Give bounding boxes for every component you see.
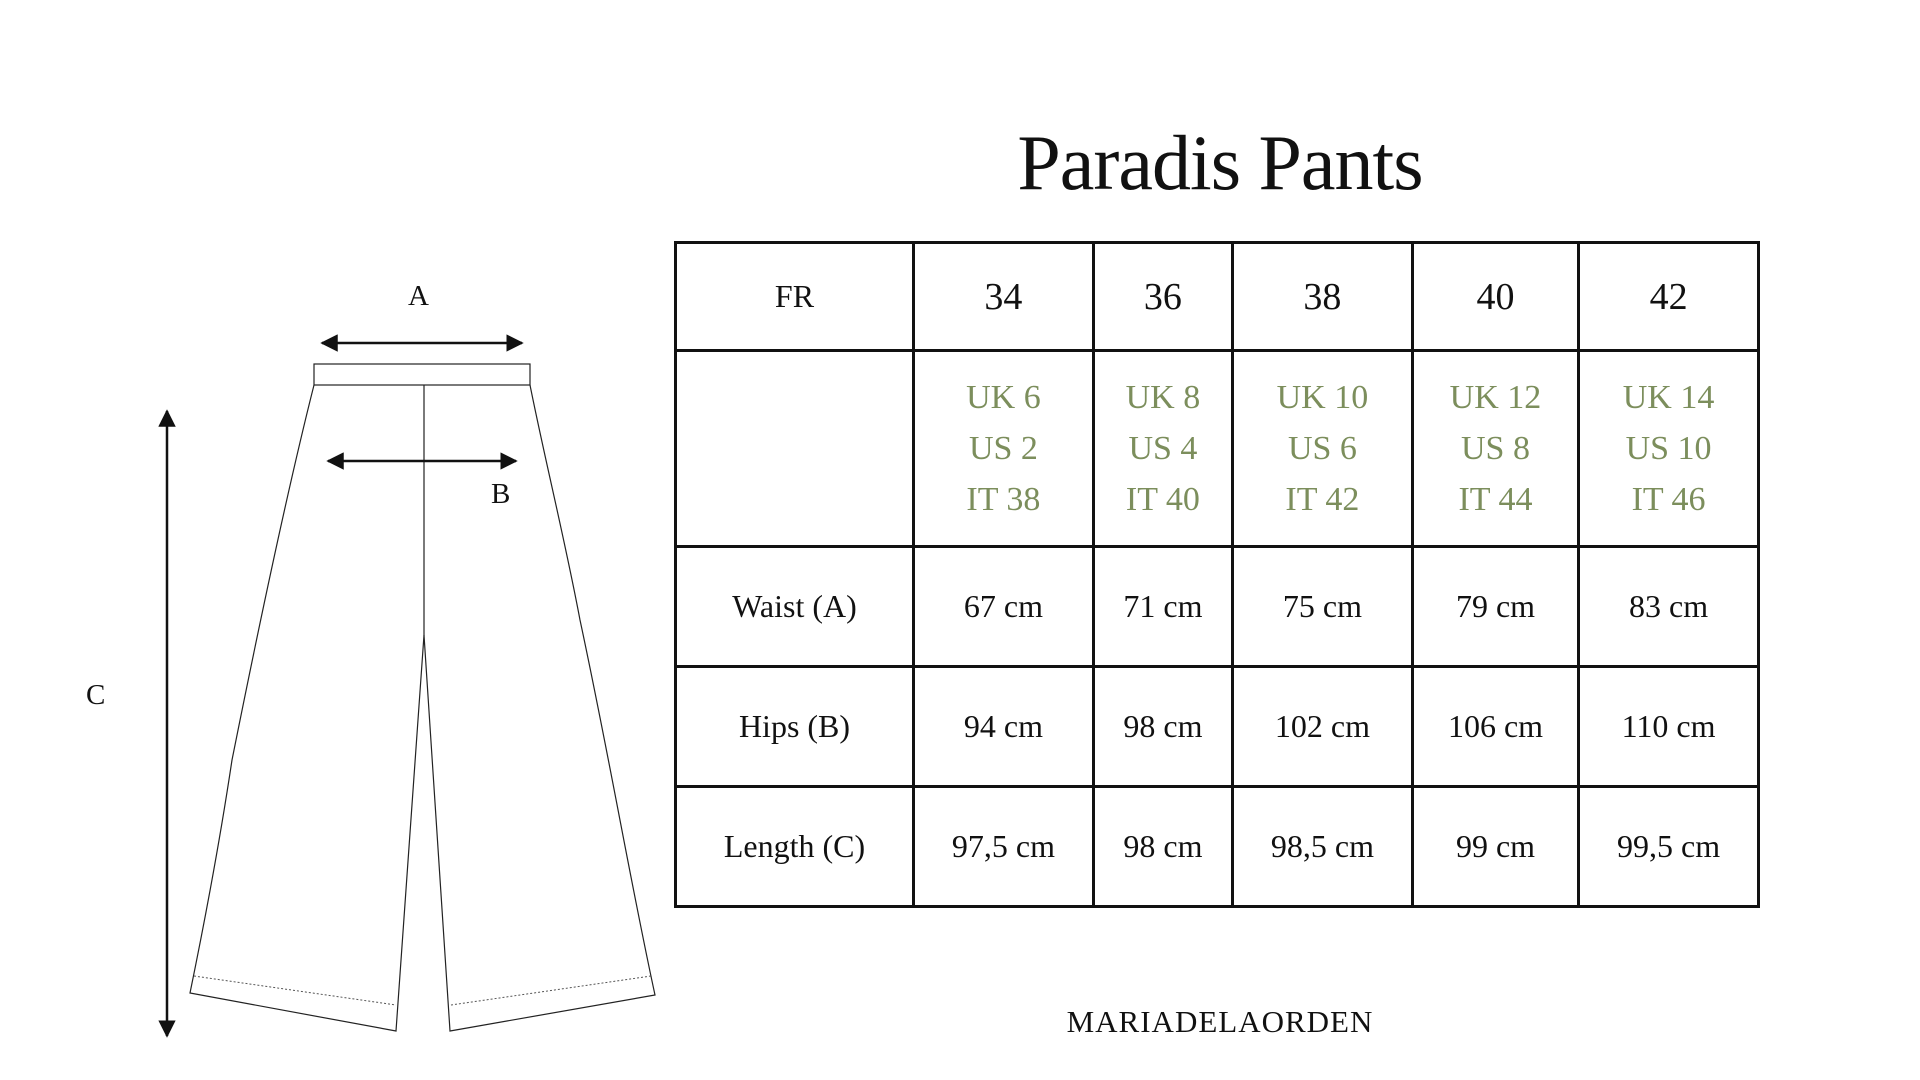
size-chart-table bbox=[674, 241, 1760, 908]
pants-diagram bbox=[0, 0, 700, 1080]
table-cell: 94 cm bbox=[914, 667, 1094, 787]
conversion-us: US 10 bbox=[1625, 430, 1712, 467]
row-label: Waist (A) bbox=[676, 547, 914, 667]
label-b: B bbox=[491, 478, 511, 510]
table-cell: 110 cm bbox=[1579, 667, 1759, 787]
table-cell: 98 cm bbox=[1093, 667, 1232, 787]
conversion-uk: UK 6 bbox=[966, 379, 1041, 416]
table-cell: 71 cm bbox=[1093, 547, 1232, 667]
conversion-cell bbox=[1579, 351, 1759, 547]
conversion-it: IT 40 bbox=[1125, 481, 1200, 518]
row-label: Length (C) bbox=[676, 787, 914, 907]
table-cell: 79 cm bbox=[1412, 547, 1578, 667]
conversion-it: IT 38 bbox=[966, 481, 1041, 518]
table-cell: 98 cm bbox=[1093, 787, 1232, 907]
conversion-uk: UK 14 bbox=[1622, 379, 1715, 416]
table-header-row bbox=[676, 243, 1759, 351]
size-header-cell: 36 bbox=[1093, 243, 1232, 351]
conversion-cell bbox=[1093, 351, 1232, 547]
conversion-row bbox=[676, 351, 1759, 547]
pants-left-leg bbox=[190, 385, 424, 1031]
table-cell: 99,5 cm bbox=[1579, 787, 1759, 907]
conversion-it: IT 46 bbox=[1631, 481, 1706, 518]
pants-right-leg bbox=[424, 385, 655, 1031]
table-cell: 75 cm bbox=[1233, 547, 1413, 667]
size-header-cell: 38 bbox=[1233, 243, 1413, 351]
table-cell: 67 cm bbox=[914, 547, 1094, 667]
conversion-us: US 2 bbox=[968, 430, 1038, 467]
table-cell: 99 cm bbox=[1412, 787, 1578, 907]
table-cell: 106 cm bbox=[1412, 667, 1578, 787]
pants-waistband bbox=[314, 364, 530, 385]
page-title: Paradis Pants bbox=[1017, 119, 1423, 206]
label-c: C bbox=[86, 679, 106, 711]
table-row-waist bbox=[676, 547, 1759, 667]
conversion-uk: UK 12 bbox=[1449, 379, 1542, 416]
conversion-us: US 4 bbox=[1128, 430, 1198, 467]
conversion-us: US 6 bbox=[1287, 430, 1357, 467]
conversion-it: IT 42 bbox=[1285, 481, 1360, 518]
conversion-cell bbox=[1412, 351, 1578, 547]
size-header-cell: 40 bbox=[1412, 243, 1578, 351]
row-label: Hips (B) bbox=[676, 667, 914, 787]
table-row-hips bbox=[676, 667, 1759, 787]
label-a: A bbox=[408, 280, 429, 312]
conversion-cell bbox=[914, 351, 1094, 547]
brand-name: MARIADELAORDEN bbox=[1066, 1004, 1374, 1039]
conversion-uk: UK 8 bbox=[1125, 379, 1201, 416]
table-cell: 97,5 cm bbox=[914, 787, 1094, 907]
size-header-cell: 42 bbox=[1579, 243, 1759, 351]
table-cell: 83 cm bbox=[1579, 547, 1759, 667]
conversion-uk: UK 10 bbox=[1276, 379, 1369, 416]
table-cell: 102 cm bbox=[1233, 667, 1413, 787]
table-cell: 98,5 cm bbox=[1233, 787, 1413, 907]
conversion-label-cell bbox=[676, 351, 914, 547]
pants-hem-stitch-left bbox=[194, 976, 396, 1005]
table-row-length bbox=[676, 787, 1759, 907]
conversion-us: US 8 bbox=[1461, 430, 1530, 467]
header-label-cell: FR bbox=[676, 243, 914, 351]
conversion-it: IT 44 bbox=[1458, 481, 1533, 518]
size-header-cell: 34 bbox=[914, 243, 1094, 351]
conversion-cell bbox=[1233, 351, 1413, 547]
